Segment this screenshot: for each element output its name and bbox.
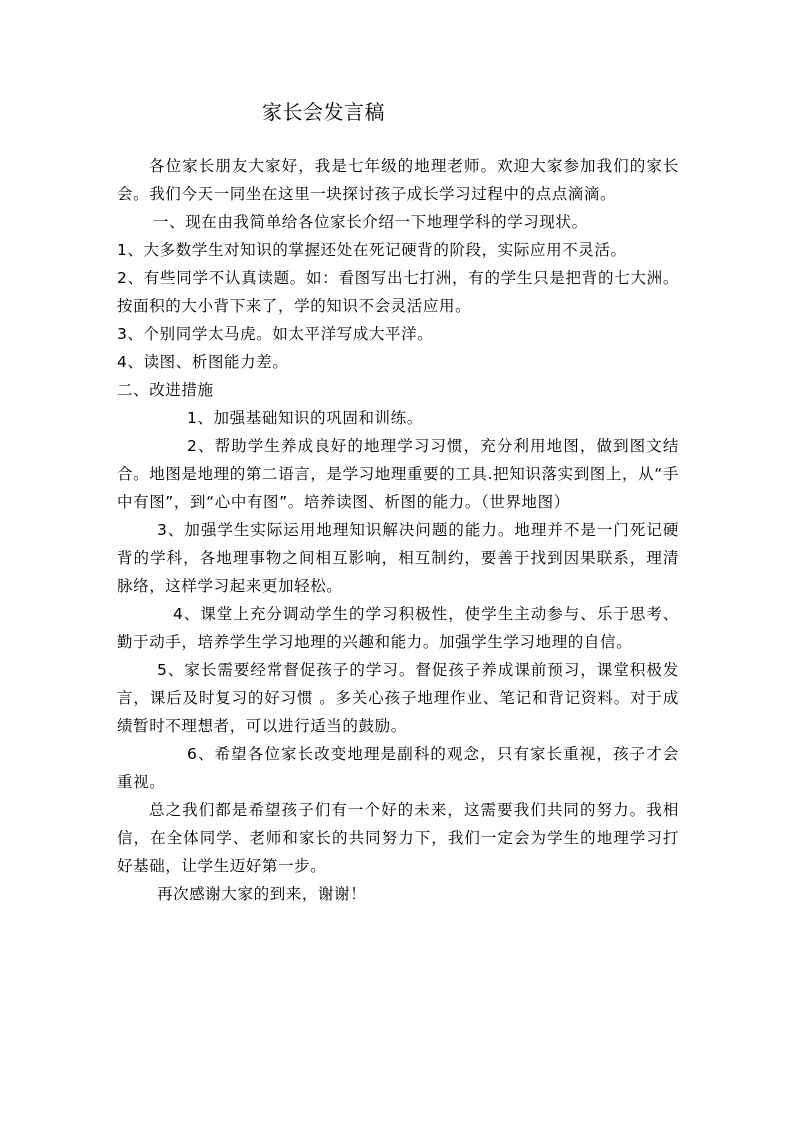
document-title: 家长会发言稿 bbox=[262, 100, 385, 124]
paragraph-measure-4: 4、课堂上充分调动学生的学习积极性，使学生主动参与、乐于思考、勤于动手，培养学生学习地理的兴趣和能力。加强学生学习地理的自信。 bbox=[117, 605, 679, 651]
paragraph-greeting: 各位家长朋友大家好，我是七年级的地理老师。欢迎大家参加我们的家长会。我们今天一同坐在这里一块探讨孩子成长学习过程中的点点滴滴。 bbox=[117, 157, 679, 203]
paragraph-thanks: 再次感谢大家的到来，谢谢！ bbox=[157, 885, 367, 903]
paragraph-measure-3: 3、加强学生实际运用地理知识解决问题的能力。地理并不是一门死记硬背的学科，各地理事物之间相互影响，相互制约，要善于找到因果联系，理清脉络，这样学习起来更加轻松。 bbox=[117, 521, 679, 595]
paragraph-measure-5: 5、家长需要经常督促孩子的学习。督促孩子养成课前预习，课堂积极发言，课后及时复习的好习惯 。多关心孩子地理作业、笔记和背记资料。对于成绩暂时不理想者，可以进行适当的鼓励。 bbox=[117, 661, 679, 735]
paragraph-item-2: 2、有些同学不认真读题。如：看图写出七打洲，有的学生只是把背的七大洲。按面积的大小背下来了，学的知识不会灵活应用。 bbox=[117, 269, 679, 315]
paragraph-section-one-heading: 一、现在由我简单给各位家长介绍一下地理学科的学习现状。 bbox=[153, 213, 588, 231]
paragraph-section-two-heading: 二、改进措施 bbox=[117, 381, 214, 399]
paragraph-measure-1: 1、加强基础知识的巩固和训练。 bbox=[187, 409, 423, 427]
paragraph-item-1: 1、大多数学生对知识的掌握还处在死记硬背的阶段，实际应用不灵活。 bbox=[117, 241, 627, 259]
paragraph-item-3: 3、个别同学太马虎。如太平洋写成大平洋。 bbox=[117, 325, 434, 343]
paragraph-conclusion: 总之我们都是希望孩子们有一个好的未来，这需要我们共同的努力。我相信，在全体同学、老师和家长的共同努力下，我们一定会为学生的地理学习打好基础，让学生迈好第一步。 bbox=[117, 801, 679, 875]
paragraph-measure-6: 6、希望各位家长改变地理是副科的观念，只有家长重视，孩子才会重视。 bbox=[117, 745, 679, 791]
paragraph-measure-2: 2、帮助学生养成良好的地理学习习惯，充分利用地图，做到图文结合。地图是地理的第二语言，是学习地理重要的工具.把知识落实到图上，从“手中有图”，到“心中有图”。培养读图、析图的能力。（世界地图） bbox=[117, 437, 679, 511]
document-body bbox=[117, 152, 679, 908]
paragraph-item-4: 4、读图、析图能力差。 bbox=[117, 353, 289, 371]
